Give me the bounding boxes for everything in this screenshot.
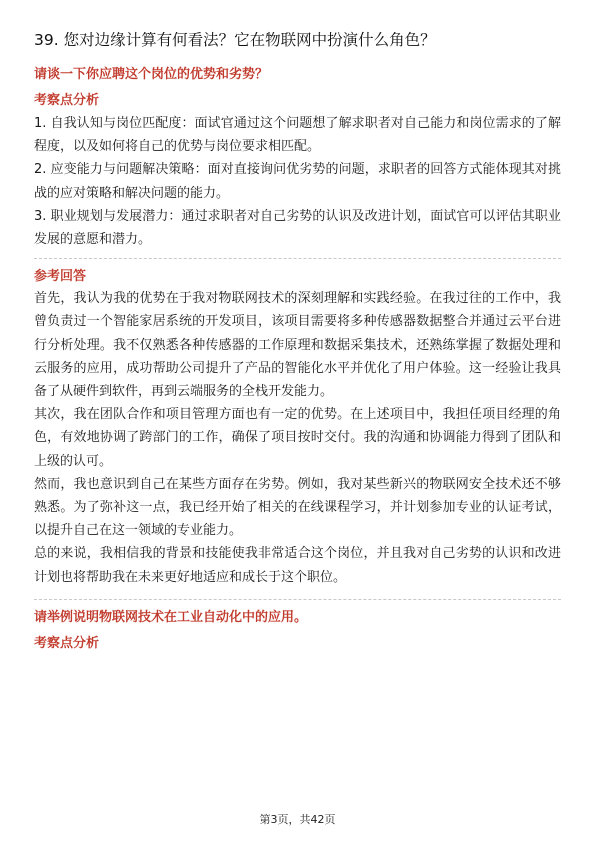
answer-paragraph: 总的来说，我相信我的背景和技能使我非常适合这个岗位，并且我对自己劣势的认识和改进计划也将帮助我在未来更好地适应和成长于这个职位。 [34,546,561,585]
analysis-label: 考察点分析 [34,635,100,651]
answer-paragraph: 其次，我在团队合作和项目管理方面也有一定的优势。在上述项目中，我担任项目经理的角色，有效地协调了跨部门的工作，确保了项目按时交付。我的沟通和协调能力得到了团队和上级的认可。 [34,407,561,469]
answer-paragraph: 首先，我认为我的优势在于我对物联网技术的深刻理解和实践经验。在我过往的工作中，我曾负责过一个智能家居系统的开发项目，该项目需要将多种传感器数据整合并通过云平台进行分析处理。我不仅熟悉各种传感器的工作原理和数据采集技术，还熟练掌握了数据处理和云服务的应用，成功帮助公司提升了产品的智能化水平并优化了用户体验。这一经验让我具备了从硬件到软件，再到云端服务的全栈开发能力。 [34,291,561,400]
analysis-item: 2. 应变能力与问题解决策略：面对直接询问优劣势的问题，求职者的回答方式能体现其对挑战的应对策略和解决问题的能力。 [34,162,561,201]
question-title: 39. 您对边缘计算有何看法？它在物联网中扮演什么角色？ [34,31,436,49]
page-footer: 第3页，共42页 [259,813,336,826]
section-heading: 请谈一下你应聘这个岗位的优势和劣势？ [34,67,269,82]
page-content [34,64,561,654]
section-heading: 请举例说明物联网技术在工业自动化中的应用。 [34,609,308,625]
answer-paragraph: 然而，我也意识到自己在某些方面存在劣势。例如，我对某些新兴的物联网安全技术还不够熟悉。为了弥补这一点，我已经开始了相关的在线课程学习，并计划参加专业的认证考试，以提升自己在这一领域的专业能力。 [34,476,561,539]
analysis-label: 考察点分析 [34,93,100,108]
answer-label: 参考回答 [34,269,87,285]
analysis-item: 3. 职业规划与发展潜力：通过求职者对自己劣势的认识及改进计划，面试官可以评估其职业发展的意愿和潜力。 [34,208,561,248]
analysis-item: 1. 自我认知与岗位匹配度：面试官通过这个问题想了解求职者对自己能力和岗位需求的了解程度，以及如何将自己的优势与岗位要求相匹配。 [34,116,561,155]
